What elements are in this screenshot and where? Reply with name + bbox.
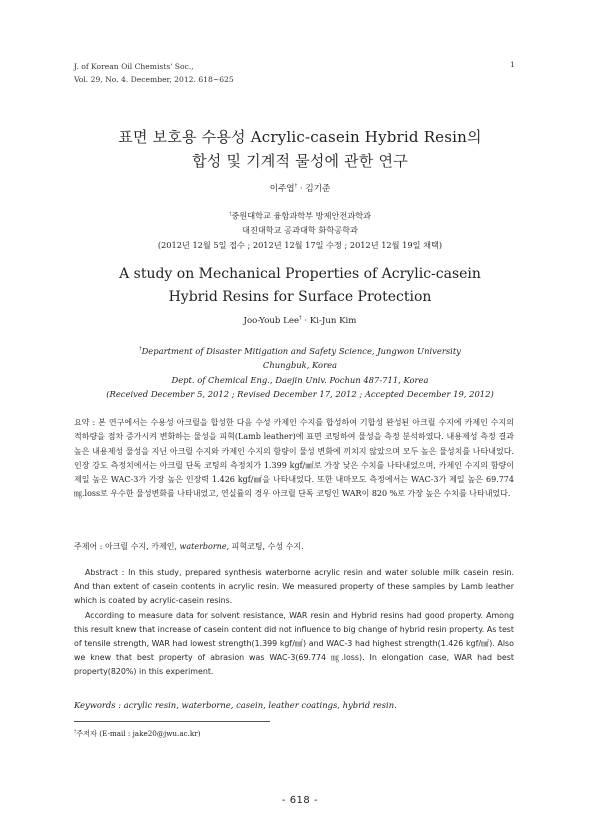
footnote <box>74 729 201 739</box>
korean-keywords-italic: waterborne <box>179 542 227 551</box>
english-author-2: Ki-Jun Kim <box>309 315 357 326</box>
english-abstract-paragraph-2: According to measure data for solvent resistance, WAR resin and Hybrid resins had good property. Among this result knew that increase of casein content did not influence to big change of hybrid resin property. As test of tensile strength, WAR had lowest strength(1.399 kgf/㎟) and WAC-3 had highest strength(1.426 kgf/㎟). Also we knew that best property of abrasion was WAC-3(69.774 ㎎.loss). In elongation case, WAR had best property(820%) in this experiment. <box>74 610 514 677</box>
english-author-1: Joo-Youb Lee <box>243 315 300 326</box>
korean-author-1: 이주엽 <box>269 184 295 194</box>
korean-keywords-label: 주제어 : <box>74 542 105 551</box>
korean-keywords-text: 아크릴 수지, 카제인, <box>104 542 180 551</box>
author-separator: · <box>301 315 310 326</box>
korean-keywords-rest: , 피혁코팅, 수성 수지. <box>226 542 304 551</box>
author-separator: · <box>297 184 306 194</box>
affiliation-mark: † <box>139 346 142 352</box>
english-title-line1: A study on Mechanical Properties of Acrylic-casein <box>119 266 481 282</box>
affiliation-mark: † <box>228 211 232 217</box>
korean-authors <box>0 182 600 194</box>
english-abstract-paragraph-1: Abstract : In this study, prepared synthesis waterborne acrylic resin and water soluble milk casein resin. And than extent of casein contents in acrylic resin. We measured property of these samples by Lamb leather which is coated by acrylic-casein resins. <box>74 568 514 606</box>
korean-title-line2: 합성 및 기계적 물성에 관한 연구 <box>192 152 408 170</box>
english-title <box>0 263 600 309</box>
corresponding-mark: † <box>294 183 298 190</box>
english-authors <box>0 315 600 326</box>
english-affiliation-1: Department of Disaster Mitigation and Safety Science, Jungwon University <box>141 345 461 356</box>
korean-title-line1: 표면 보호용 수용성 Acrylic-casein Hybrid Resin의 <box>118 128 482 146</box>
footnote-divider <box>74 721 270 722</box>
english-affiliation-2: Chungbuk, Korea <box>262 360 338 371</box>
english-affiliations <box>0 342 600 402</box>
footnote-text: 주저자 (E-mail : jake20@jwu.ac.kr) <box>76 729 201 738</box>
page-number-top: 1 <box>510 60 515 69</box>
korean-dates: (2012년 12월 5일 접수 ; 2012년 12월 17일 수정 ; 2012년 12월 19일 채택) <box>157 239 443 250</box>
korean-author-2: 김기준 <box>305 184 331 194</box>
page-footer-number: - 618 - <box>281 795 319 806</box>
journal-volume: Vol. 29, No. 4. December, 2012. 618~625 <box>74 75 234 84</box>
english-keywords: Keywords : acrylic resin, waterborne, casein, leather coatings, hybrid resin. <box>74 700 397 710</box>
corresponding-mark: † <box>299 315 302 321</box>
korean-affiliations <box>0 207 600 252</box>
footnote-mark: † <box>74 729 77 735</box>
korean-abstract: 요약 : 본 연구에서는 수용성 아크릴을 합성한 다음 수성 카제인 수지를 합성하여 기합성 완성된 아크릴 수지에 카제인 수지의 적하량을 점차 증가시켜 변화하는 물성을 피혁(Lamb leather)에 표면 코팅하여 물성을 측정 분석하였다. 내용제성 측정 결과 높은 내용제성 물성을 지닌 아크릴 수지와 카제인 수지의 함량이 물성 변화에 끼치지 않았으며 모두 높은 물성치를 나타내었다. 인장 강도 측정치에서는 아크릴 단독 코팅의 측정치가 1.399 kgf/㎟로 가장 낮은 수치를 나타내었으며, 카제인 수지의 함량이 제일 높은 WAC-3가 가장 높은 인장력 1.426 kgf/㎟을 나타내었다. 또한 내마모도 측정에서는 WAC-3가 제일 높은 69.774 ㎎.loss로 우수한 물성변화를 나타내었고, 연실률의 경우 아크릴 단독 코팅인 WAR이 820 %로 가장 높은 수치를 나타내었다. <box>74 418 514 499</box>
journal-name: J. of Korean Oil Chemists' Soc., <box>74 62 194 71</box>
english-dates: (Received December 5, 2012 ; Revised December 17, 2012 ; Accepted December 19, 2012) <box>106 389 494 400</box>
journal-header <box>74 60 234 86</box>
english-title-line2: Hybrid Resins for Surface Protection <box>168 289 432 305</box>
korean-title <box>0 125 600 173</box>
korean-keywords <box>74 540 514 554</box>
korean-affiliation-2: 대진대학교 공과대학 화학공학과 <box>242 225 358 236</box>
english-abstract <box>74 566 514 680</box>
korean-affiliation-1: 중원대학교 융합과학부 방제안전과학과 <box>231 210 372 221</box>
english-affiliation-3: Dept. of Chemical Eng., Daejin Univ. Pochun 487-711, Korea <box>171 374 429 385</box>
